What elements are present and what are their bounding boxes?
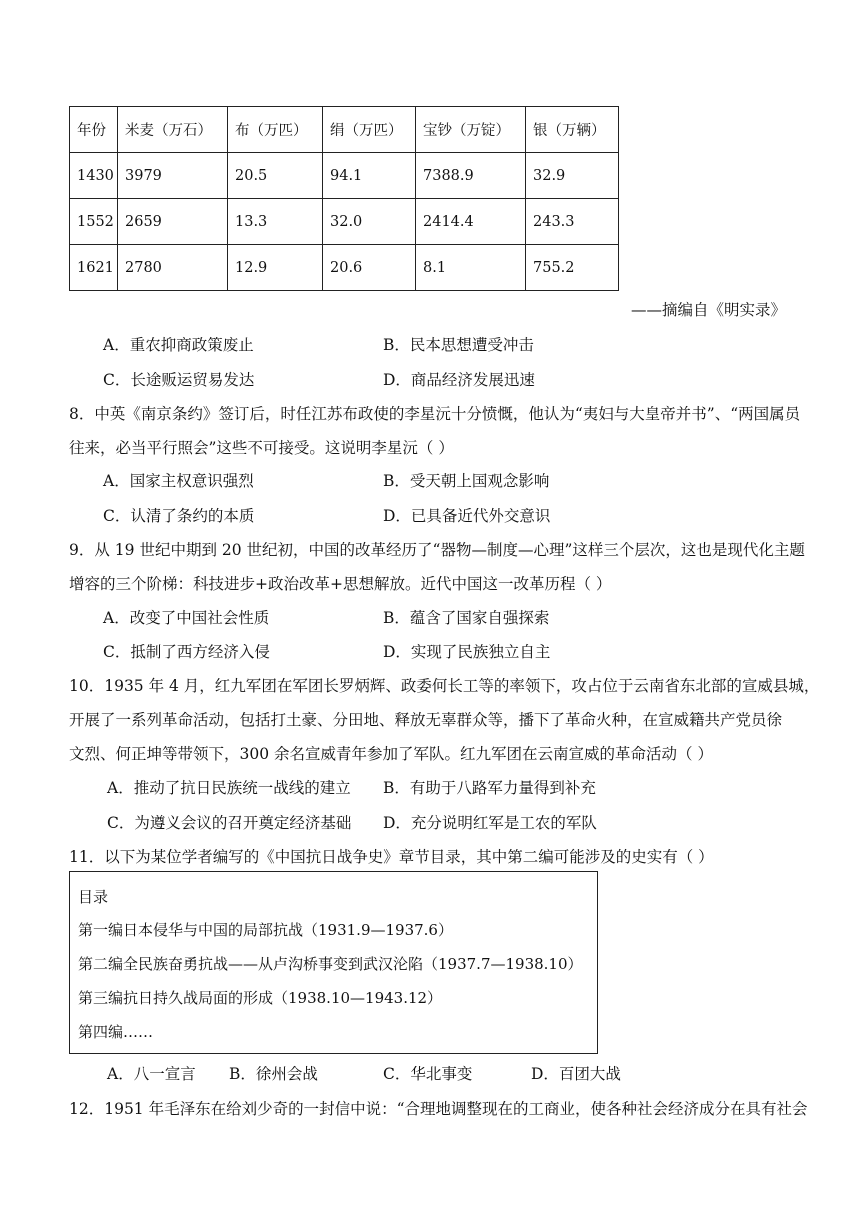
table-row bbox=[70, 199, 619, 245]
table-source: ——摘编自《明实录》 bbox=[630, 301, 786, 319]
q8-stem-line2: 往来，必当平行照会”这些不可接受。这说明李星沅（ ） bbox=[69, 439, 454, 457]
table-of-contents-box bbox=[69, 871, 598, 1054]
table-cell: 2659 bbox=[118, 199, 228, 245]
table-header-cell: 布（万匹） bbox=[228, 107, 323, 153]
table-row bbox=[70, 153, 619, 199]
toc-item: 第三编抗日持久战局面的形成（1938.10—1943.12） bbox=[78, 989, 443, 1007]
table-cell: 8.1 bbox=[416, 245, 526, 291]
table-cell: 2780 bbox=[118, 245, 228, 291]
table-cell: 7388.9 bbox=[416, 153, 526, 199]
q10-option-a: A．推动了抗日民族统一战线的建立 bbox=[107, 779, 351, 797]
table-cell: 20.5 bbox=[228, 153, 323, 199]
q9-option-b: B．蕴含了国家自强探索 bbox=[383, 609, 550, 627]
q10-option-c: C．为遵义会议的召开奠定经济基础 bbox=[107, 814, 352, 832]
q10-option-b: B．有助于八路军力量得到补充 bbox=[383, 779, 596, 797]
toc-item: 第四编…… bbox=[78, 1023, 154, 1041]
table-cell: 1430 bbox=[70, 153, 118, 199]
q9-option-c: C．抵制了西方经济入侵 bbox=[103, 643, 270, 661]
q12-stem-line1: 12．1951 年毛泽东在给刘少奇的一封信中说：“合理地调整现在的工商业，使各种社会经济成分在具有社会 bbox=[69, 1100, 808, 1118]
table-header-cell: 绢（万匹） bbox=[323, 107, 416, 153]
toc-item: 第一编日本侵华与中国的局部抗战（1931.9—1937.6） bbox=[78, 921, 453, 939]
table-cell: 13.3 bbox=[228, 199, 323, 245]
q7-option-c: C．长途贩运贸易发达 bbox=[103, 371, 255, 389]
table-cell: 2414.4 bbox=[416, 199, 526, 245]
q7-option-b: B．民本思想遭受冲击 bbox=[383, 336, 534, 354]
table-cell: 32.9 bbox=[526, 153, 619, 199]
q9-option-d: D．实现了民族独立自主 bbox=[383, 643, 551, 661]
data-table bbox=[69, 106, 619, 291]
q11-option-a: A．八一宣言 bbox=[107, 1065, 196, 1083]
q10-stem-line3: 文烈、何正坤等带领下，300 余名宣威青年参加了军队。红九军团在云南宣威的革命活动（ ） bbox=[69, 745, 713, 763]
table-header-cell: 米麦（万石） bbox=[118, 107, 228, 153]
table-header-cell: 银（万辆） bbox=[526, 107, 619, 153]
q9-stem-line2: 增容的三个阶梯：科技进步+政治改革+思想解放。近代中国这一改革历程（ ） bbox=[69, 575, 612, 593]
toc-item: 第二编全民族奋勇抗战——从卢沟桥事变到武汉沦陷（1937.7—1938.10） bbox=[78, 955, 583, 973]
table-cell: 94.1 bbox=[323, 153, 416, 199]
q11-option-b: B．徐州会战 bbox=[229, 1065, 318, 1083]
q9-option-a: A．改变了中国社会性质 bbox=[103, 609, 270, 627]
q11-option-d: D．百团大战 bbox=[531, 1065, 621, 1083]
table-cell: 20.6 bbox=[323, 245, 416, 291]
table-cell: 3979 bbox=[118, 153, 228, 199]
toc-title: 目录 bbox=[78, 888, 109, 906]
table-header-row bbox=[70, 107, 619, 153]
table-cell: 12.9 bbox=[228, 245, 323, 291]
table-cell: 243.3 bbox=[526, 199, 619, 245]
table-header-cell: 宝钞（万锭） bbox=[416, 107, 526, 153]
table-header-cell: 年份 bbox=[70, 107, 118, 153]
table-cell: 1621 bbox=[70, 245, 118, 291]
q8-option-b: B．受天朝上国观念影响 bbox=[383, 472, 550, 490]
q10-stem-line2: 开展了一系列革命活动，包括打土豪、分田地、释放无辜群众等，播下了革命火种，在宣威籍共产党员徐 bbox=[69, 711, 783, 729]
table-cell: 32.0 bbox=[323, 199, 416, 245]
q8-option-c: C．认清了条约的本质 bbox=[103, 507, 255, 525]
table-cell: 1552 bbox=[70, 199, 118, 245]
table-row bbox=[70, 245, 619, 291]
q8-option-a: A．国家主权意识强烈 bbox=[103, 472, 254, 490]
q7-option-a: A．重农抑商政策废止 bbox=[103, 336, 254, 354]
q10-stem-line1: 10．1935 年 4 月，红九军团在军团长罗炳辉、政委何长工等的率领下，攻占位于云南省东北部的宣威县城， bbox=[69, 677, 820, 695]
q7-option-d: D．商品经济发展迅速 bbox=[383, 371, 535, 389]
q11-option-c: C．华北事变 bbox=[383, 1065, 473, 1083]
q11-stem: 11．以下为某位学者编写的《中国抗日战争史》章节目录，其中第二编可能涉及的史实有（ ） bbox=[69, 848, 714, 866]
table-cell: 755.2 bbox=[526, 245, 619, 291]
q10-option-d: D．充分说明红军是工农的军队 bbox=[383, 814, 597, 832]
q8-option-d: D．已具备近代外交意识 bbox=[383, 507, 551, 525]
q8-stem-line1: 8．中英《南京条约》签订后，时任江苏布政使的李星沅十分愤慨，他认为“夷妇与大皇帝并书”、“两国属员 bbox=[69, 405, 801, 423]
q9-stem-line1: 9．从 19 世纪中期到 20 世纪初，中国的改革经历了“器物—制度—心理”这样三个层次，这也是现代化主题 bbox=[69, 541, 805, 559]
